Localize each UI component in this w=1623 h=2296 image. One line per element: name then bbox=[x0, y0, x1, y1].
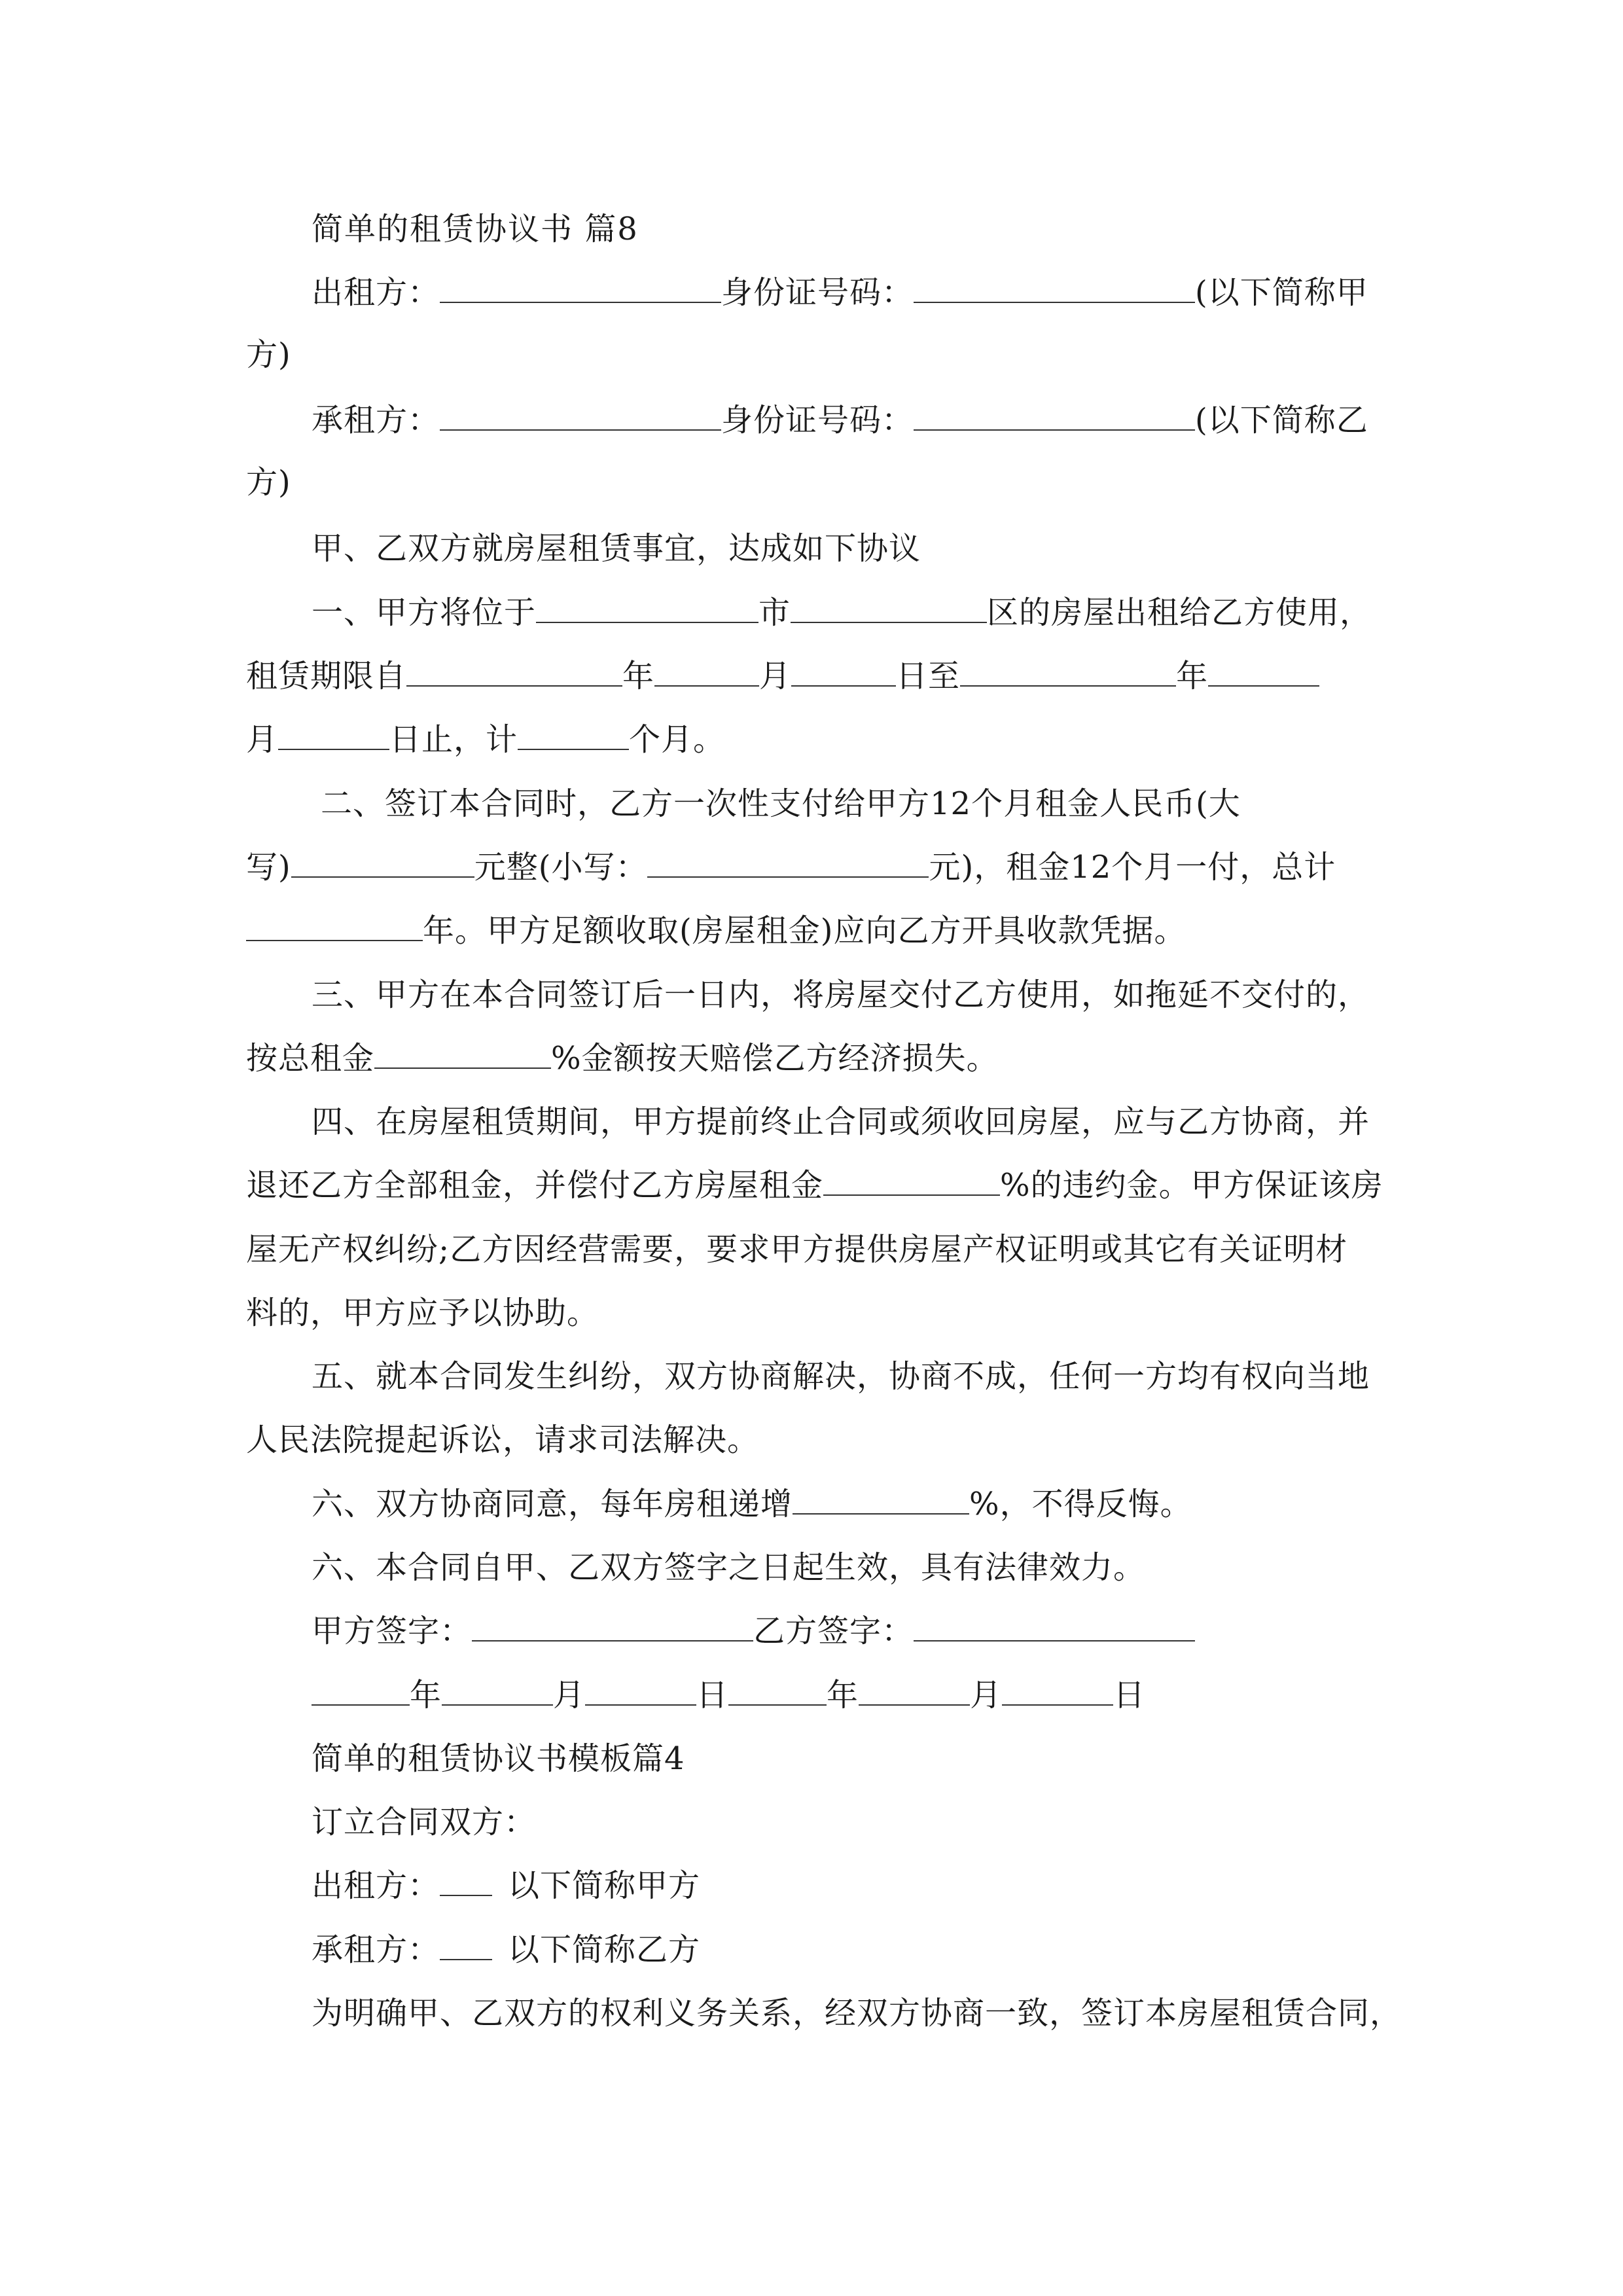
party-b-signature-blank[interactable] bbox=[914, 1611, 1195, 1641]
clause-5-line-2: 人民法院提起诉讼，请求司法解决。 bbox=[246, 1422, 760, 1458]
lessor-line-cont: 方) bbox=[246, 336, 291, 373]
total-months-blank[interactable] bbox=[518, 720, 629, 750]
termination-penalty-percent-blank[interactable] bbox=[823, 1166, 1000, 1196]
section-2-lessor: 出租方： 以下简称甲方 bbox=[312, 1867, 701, 1904]
clause-2-line-3: 年。甲方足额收取(房屋租金)应向乙方开具收款凭据。 bbox=[246, 911, 1378, 950]
lessee-id-blank[interactable] bbox=[914, 401, 1195, 431]
party-a-day-blank[interactable] bbox=[585, 1676, 696, 1706]
clause-1-line-1: 一、甲方将位于 市 区的房屋出租给乙方使用， bbox=[312, 594, 1372, 631]
document-title: 简单的租赁协议书 篇8 bbox=[312, 211, 639, 247]
party-a-month-blank[interactable] bbox=[442, 1676, 553, 1706]
agreement-intro: 甲、乙双方就房屋租赁事宜，达成如下协议 bbox=[312, 530, 921, 567]
delay-penalty-percent-blank[interactable] bbox=[374, 1039, 551, 1069]
clause-2-line-1: 二、签订本合同时，乙方一次性支付给甲方12个月租金人民币(大 bbox=[321, 785, 1241, 822]
section-2-parties: 订立合同双方： bbox=[312, 1804, 537, 1840]
party-b-day-blank[interactable] bbox=[1002, 1676, 1113, 1706]
end-month-blank[interactable] bbox=[1208, 656, 1319, 687]
party-b-year-blank[interactable] bbox=[728, 1676, 827, 1706]
clause-5-line-1: 五、就本合同发生纠纷，双方协商解决，协商不成，任何一方均有权向当地 bbox=[312, 1358, 1370, 1395]
start-year-blank[interactable] bbox=[406, 656, 622, 687]
party-a-year-blank[interactable] bbox=[312, 1676, 410, 1706]
section-2-intro: 为明确甲、乙双方的权利义务关系，经双方协商一致，签订本房屋租赁合同， bbox=[312, 1995, 1402, 2032]
lessee-line: 承租方： 身份证号码： (以下简称乙 bbox=[312, 402, 1368, 439]
clause-4-line-4: 料的，甲方应予以协助。 bbox=[246, 1295, 599, 1331]
annual-increase-percent-blank[interactable] bbox=[793, 1484, 969, 1515]
clause-4-line-1: 四、在房屋租赁期间，甲方提前终止合同或须收回房屋，应与乙方协商，并 bbox=[312, 1103, 1370, 1140]
clause-6b: 六、本合同自甲、乙双方签字之日起生效，具有法律效力。 bbox=[312, 1549, 1146, 1586]
clause-2-line-2: 写) 元整(小写： 元)，租金12个月一付，总计 bbox=[246, 849, 1336, 886]
party-a-signature-blank[interactable] bbox=[472, 1611, 753, 1641]
district-blank[interactable] bbox=[791, 593, 987, 623]
section-2-lessee-blank[interactable] bbox=[440, 1930, 492, 1960]
clause-4-line-2: 退还乙方全部租金，并偿付乙方房屋租金 %的违约金。甲方保证该房 bbox=[246, 1167, 1383, 1204]
lessor-line: 出租方： 身份证号码： (以下简称甲 bbox=[312, 274, 1368, 311]
clause-6a: 六、双方协商同意，每年房租递增 %，不得反悔。 bbox=[312, 1486, 1192, 1522]
section-2-lessor-blank[interactable] bbox=[440, 1866, 492, 1896]
end-day-blank[interactable] bbox=[278, 720, 389, 750]
rent-lowercase-blank[interactable] bbox=[647, 848, 929, 878]
lessor-id-blank[interactable] bbox=[914, 273, 1195, 303]
clause-1-line-2: 租赁期限自 年 月 日至 年 bbox=[246, 656, 1378, 696]
rent-uppercase-blank[interactable] bbox=[291, 848, 474, 878]
section-2-title: 简单的租赁协议书模板篇4 bbox=[312, 1740, 685, 1777]
lessee-line-cont: 方) bbox=[246, 464, 291, 501]
total-years-blank[interactable] bbox=[246, 911, 423, 941]
start-month-blank[interactable] bbox=[654, 656, 759, 687]
lessee-name-blank[interactable] bbox=[440, 401, 721, 431]
clause-3-line-1: 三、甲方在本合同签订后一日内，将房屋交付乙方使用，如拖延不交付的， bbox=[312, 977, 1370, 1013]
end-year-blank[interactable] bbox=[960, 656, 1176, 687]
clause-3-line-2: 按总租金 %金额按天赔偿乙方经济损失。 bbox=[246, 1040, 999, 1077]
start-day-blank[interactable] bbox=[791, 656, 896, 687]
clause-1-line-3: 月 日止，计 个月。 bbox=[246, 721, 726, 758]
signature-date-line: 年 月 日 年 月 日 bbox=[312, 1676, 1444, 1715]
clause-4-line-3: 屋无产权纠纷;乙方因经营需要，要求甲方提供房屋产权证明或其它有关证明材 bbox=[246, 1231, 1348, 1268]
signature-line: 甲方签字： 乙方签字： bbox=[312, 1611, 1444, 1651]
party-b-month-blank[interactable] bbox=[859, 1676, 970, 1706]
section-2-lessee: 承租方： 以下简称乙方 bbox=[312, 1931, 701, 1968]
lessor-name-blank[interactable] bbox=[440, 273, 721, 303]
city-blank[interactable] bbox=[536, 593, 758, 623]
